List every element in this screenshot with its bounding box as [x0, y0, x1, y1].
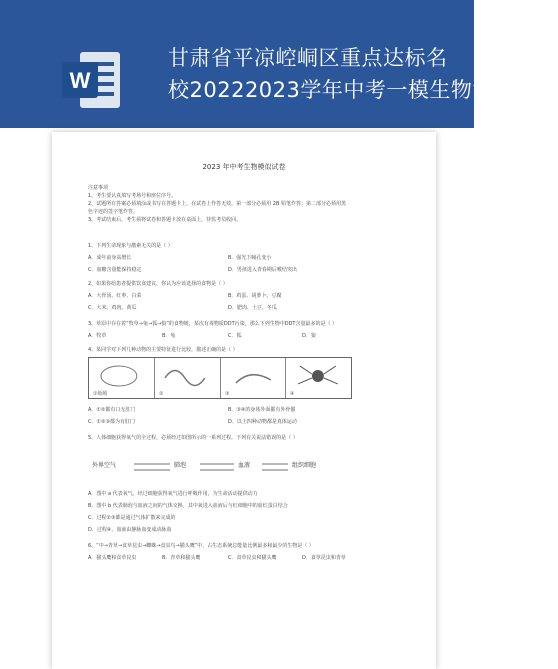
figure-cell — [286, 358, 351, 398]
option: D．以上四种动物都是真体运动 — [228, 419, 297, 425]
notice-line: 2、试题所有答案必须填涂或书写在答题卡上，在试卷上作答无效。第一部分必须用 2B 铅笔作答；第二部分必须用黑 — [88, 201, 346, 207]
question-4: 4、某同学对下列几种动物的主要特征进行比较，描述正确的是（ ） — [88, 347, 238, 353]
option: A．成年前身高增长 — [88, 255, 132, 261]
option: D．肥肉、土豆、冬瓜 — [228, 305, 277, 311]
diagram-label: 组织细胞 — [292, 462, 317, 469]
option: A．图中 a 代表氧气，经过细胞获得氧气进行呼吸作用，为生命活动提供动力 — [88, 491, 258, 497]
notice-heading: 注意事项 — [88, 185, 109, 191]
option: C．血糖含量能保持稳定 — [88, 267, 142, 273]
shrimp-illustration — [221, 358, 286, 398]
question-6: 6、“中→青草→食草昆虫→蜘蛛→食虫鸟→猫头鹰”中，占生态系统总能量比例最多和最少的生物是（ ） — [88, 543, 314, 549]
header-banner — [0, 0, 558, 128]
option: C．①②③都为有肛门 — [88, 419, 135, 425]
svg-text:④: ④ — [290, 390, 295, 397]
animal-figure — [88, 357, 352, 399]
question-5: 5、人体细胞获得氧气的全过程，必须经过如图所示的一系列过程，下列有关说法错误的是（ ） — [88, 435, 298, 441]
diagram-label: 外界空气 — [92, 462, 117, 469]
option: C．食草昆虫和猫头鹰 — [228, 555, 277, 561]
diagram-arrows — [92, 454, 352, 482]
option: D．狼 — [302, 333, 316, 339]
diagram-label: 血液 — [238, 462, 251, 469]
notice-line: 色字迹的签字笔作答。 — [88, 209, 139, 215]
spider-illustration — [286, 358, 351, 398]
diagram-label: 肺泡 — [174, 462, 187, 469]
respiration-diagram — [92, 454, 352, 482]
option: D．食草昆虫和青草 — [302, 555, 346, 561]
notice-line: 3、考试结束后，考生须将试卷和答题卡放在桌面上，待监考员收回。 — [88, 217, 242, 223]
question-3: 3、草原中存在着“牧草→兔→狐→狼”的食物链，某次有毒物质DDT污染，那么下列生物中DDT含量最多的是（ ） — [88, 321, 338, 327]
worm-illustration — [155, 358, 220, 398]
option: B．③④的身体外面都有外骨骼 — [228, 407, 296, 413]
question-1: 1、下列生命现象与激素无关的是（ ） — [88, 243, 173, 249]
option: D．男孩进入青春期后喉结突出 — [228, 267, 297, 273]
title-line-2: 校20222023学年中考一模生物试题含解 — [168, 78, 558, 102]
option: A．大骨汤、红枣、白菜 — [88, 293, 142, 299]
option: C．大米、鸡肉、黄瓜 — [88, 305, 137, 311]
title-line-1: 甘肃省平凉崆峒区重点达标名 — [168, 46, 448, 70]
earthworm-illustration — [89, 358, 154, 398]
svg-text:③: ③ — [224, 390, 229, 397]
notice-line: 1、考生要认真填写考场号和座位序号。 — [88, 193, 177, 199]
figure-cell — [221, 358, 287, 398]
option: B．鸡蛋、胡萝卜、豆腐 — [228, 293, 282, 299]
option: A．猫头鹰和食草昆虫 — [88, 555, 137, 561]
question-2: 2、如果你给患者提供饮食建议，你认为应该选择的食物是（ ） — [88, 281, 228, 287]
option: D．过程④，血液由静脉血变成动脉血 — [88, 527, 172, 533]
option: C．过程②③都是通过气体扩散来完成的 — [88, 515, 176, 521]
word-icon — [60, 48, 124, 112]
option: B．兔 — [162, 333, 176, 339]
svg-text:①蚯蚓: ①蚯蚓 — [92, 390, 108, 397]
option: C．狐 — [228, 333, 242, 339]
figure-cell — [89, 358, 155, 398]
svg-text:②: ② — [158, 390, 164, 397]
option: B．强光下瞳孔变小 — [228, 255, 272, 261]
option: A．牧草 — [88, 333, 107, 339]
option: B．图中 b 代表肺泡与血液之间的气体交换，其中氧进入血液后与红细胞中的血红蛋白结合 — [88, 503, 288, 509]
svg-text:W: W — [69, 68, 91, 93]
figure-cell — [155, 358, 221, 398]
document-title: 2023 年中考生物模似试卷 — [202, 163, 286, 171]
document-page — [52, 132, 436, 669]
option: A．①②都有口无肛门 — [88, 407, 136, 413]
option: B．青草和猫头鹰 — [162, 555, 201, 561]
